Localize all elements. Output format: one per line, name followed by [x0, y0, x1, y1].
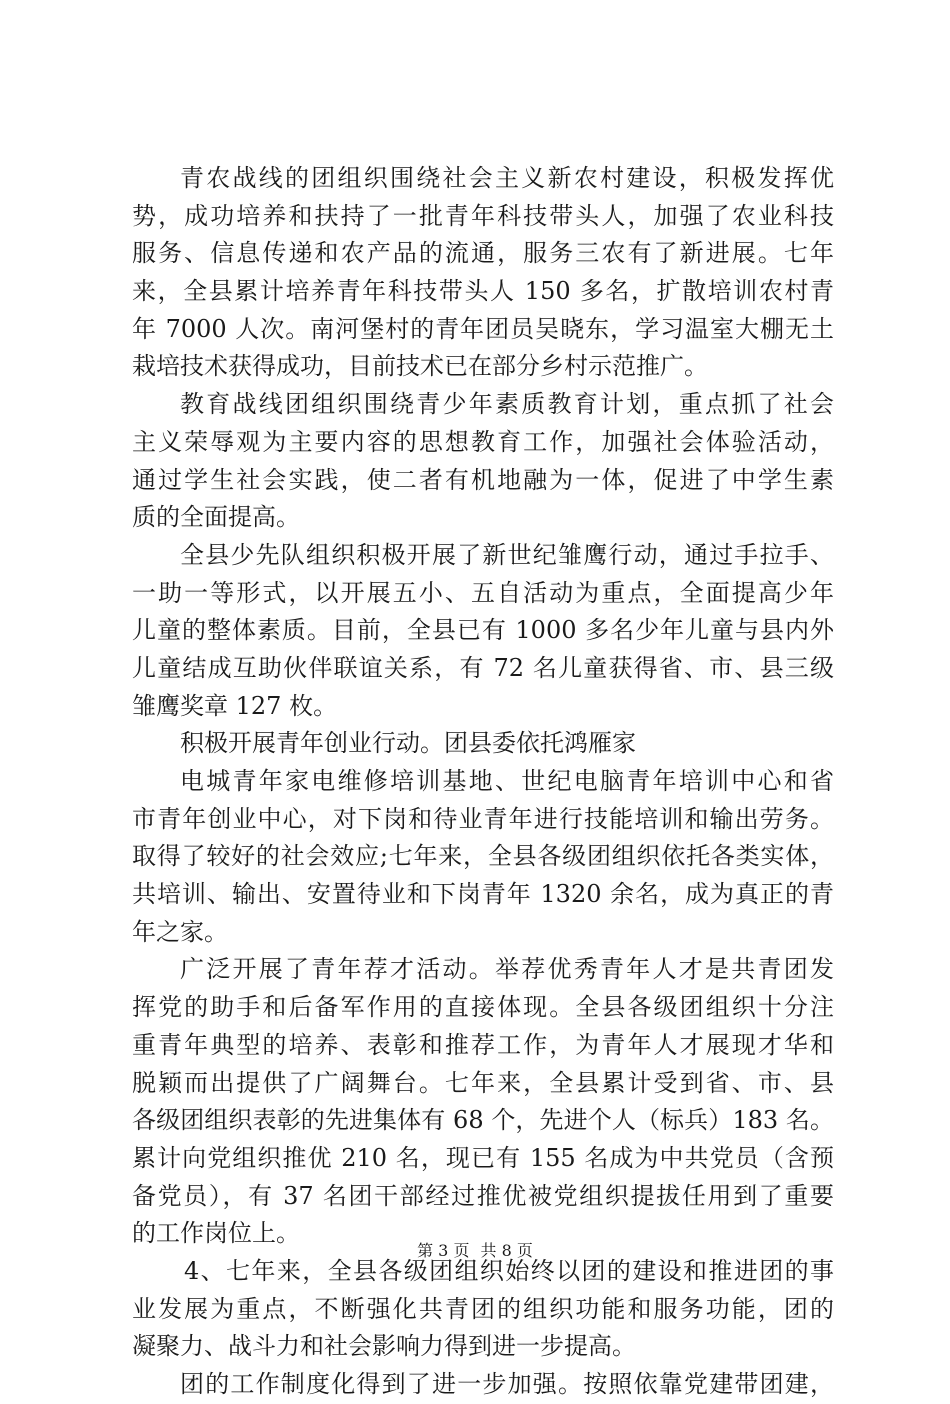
page-number: 第 3 页 — [417, 1241, 470, 1260]
text-line: 年 7000 人次。南河堡村的青年团员吴晓东，学习温室大棚无土 — [132, 314, 834, 343]
text-line: 年之家。 — [132, 917, 228, 946]
text-line: 各级团组织表彰的先进集体有 68 个，先进个人（标兵）183 名。 — [132, 1106, 834, 1135]
text-line: 业发展为重点，不断强化共青团的组织功能和服务功能，团的 — [132, 1294, 834, 1323]
text-line: 一助一等形式，以开展五小、五自活动为重点，全面提高少年 — [132, 578, 834, 607]
text-line: 备党员），有 37 名团干部经过推优被党组织提拔任用到了重要 — [132, 1181, 834, 1210]
text-line: 4、七年来，全县各级团组织始终以团的建设和推进团的事 — [184, 1256, 834, 1285]
text-line: 脱颖而出提供了广阔舞台。七年来，全县累计受到省、市、县 — [132, 1068, 834, 1097]
text-line: 儿童的整体素质。目前，全县已有 1000 多名少年儿童与县内外 — [132, 616, 834, 645]
text-line: 服务、信息传递和农产品的流通，服务三农有了新进展。七年 — [132, 239, 834, 268]
document-body — [132, 160, 834, 1404]
text-line: 取得了较好的社会效应;七年来，全县各级团组织依托各类实体， — [132, 842, 834, 871]
text-line: 的工作岗位上。 — [132, 1219, 300, 1248]
text-line: 累计向党组织推优 210 名，现已有 155 名成为中共党员（含预 — [132, 1143, 834, 1172]
text-line: 市青年创业中心，对下岗和待业青年进行技能培训和输出劳务。 — [132, 804, 834, 833]
text-line: 势，成功培养和扶持了一批青年科技带头人，加强了农业科技 — [132, 201, 834, 230]
text-line: 挥党的助手和后备军作用的直接体现。全县各级团组织十分注 — [132, 993, 834, 1022]
text-line: 青农战线的团组织围绕社会主义新农村建设，积极发挥优 — [180, 164, 834, 192]
text-line: 积极开展青年创业行动。团县委依托鸿雁家 — [180, 729, 636, 758]
text-line: 共培训、输出、安置待业和下岗青年 1320 余名，成为真正的青 — [132, 880, 834, 909]
text-line: 凝聚力、战斗力和社会影响力得到进一步提高。 — [132, 1332, 636, 1361]
text-line: 栽培技术获得成功，目前技术已在部分乡村示范推广。 — [132, 352, 708, 381]
text-line: 电城青年家电维修培训基地、世纪电脑青年培训中心和省 — [180, 767, 834, 795]
text-line: 雏鹰奖章 127 枚。 — [132, 691, 338, 720]
text-line: 来，全县累计培养青年科技带头人 150 多名，扩散培训农村青 — [132, 277, 834, 306]
text-line: 团的工作制度化得到了进一步加强。按照依靠党建带团建， — [180, 1370, 834, 1398]
text-line: 全县少先队组织积极开展了新世纪雏鹰行动，通过手拉手、 — [180, 540, 834, 569]
text-line: 通过学生社会实践，使二者有机地融为一体，促进了中学生素 — [132, 465, 834, 494]
page-footer — [0, 1241, 950, 1261]
page-total: 共 8 页 — [480, 1241, 533, 1260]
text-line: 广泛开展了青年荐才活动。举荐优秀青年人才是共青团发 — [180, 955, 834, 984]
text-line: 质的全面提高。 — [132, 503, 300, 532]
text-line: 儿童结成互助伙伴联谊关系，有 72 名儿童获得省、市、县三级 — [132, 653, 834, 682]
text-line: 重青年典型的培养、表彰和推荐工作，为青年人才展现才华和 — [132, 1030, 834, 1059]
text-line: 主义荣辱观为主要内容的思想教育工作，加强社会体验活动， — [132, 427, 834, 456]
text-line: 教育战线团组织围绕青少年素质教育计划，重点抓了社会 — [180, 390, 834, 419]
